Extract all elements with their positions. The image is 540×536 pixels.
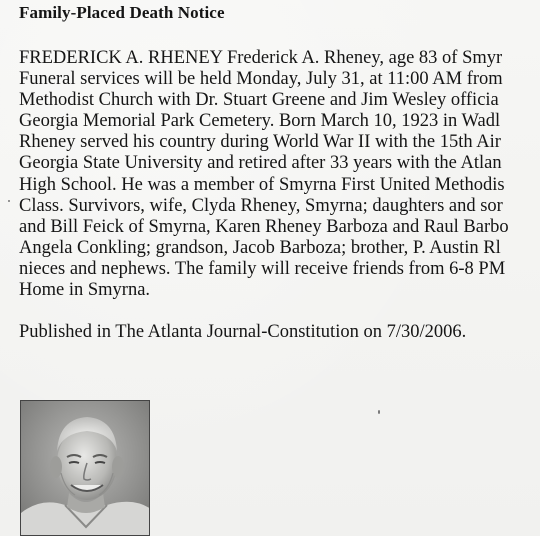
notice-heading: Family-Placed Death Notice: [19, 3, 225, 22]
notice-line: Class. Survivors, wife, Clyda Rheney, Smyrna; daughters and sor: [19, 195, 503, 216]
notice-line: and Bill Feick of Smyrna, Karen Rheney Barboza and Raul Barbo: [19, 216, 509, 237]
notice-line: Angela Conkling; grandson, Jacob Barboza; brother, P. Austin Rl: [19, 237, 501, 258]
notice-line: Home in Smyrna.: [19, 280, 151, 301]
portrait-photo: [20, 400, 150, 536]
portrait-illustration: [21, 401, 150, 536]
notice-line: Georgia Memorial Park Cemetery. Born March 10, 1923 in Wadl: [19, 111, 501, 132]
notice-line: Funeral services will be held Monday, July 31, at 11:00 AM from: [19, 69, 503, 90]
notice-line: FREDERICK A. RHENEY Frederick A. Rheney, age 83 of Smyr: [19, 48, 503, 68]
notice-line: nieces and nephews. The family will receive friends from 6-8 PM: [19, 258, 506, 279]
paper-speck: [378, 410, 380, 414]
notice-body: [19, 48, 509, 301]
notice-line: High School. He was a member of Smyrna First United Methodis: [19, 174, 505, 195]
notice-line: Rheney served his country during World War II with the 15th Air: [19, 132, 501, 153]
notice-line: Methodist Church with Dr. Stuart Greene and Jim Wesley officia: [19, 90, 499, 111]
paper-speck: [8, 200, 10, 202]
publication-credit: Published in The Atlanta Journal-Constitution on 7/30/2006.: [19, 322, 467, 342]
notice-line: Georgia State University and retired after 33 years with the Atlan: [19, 153, 502, 174]
